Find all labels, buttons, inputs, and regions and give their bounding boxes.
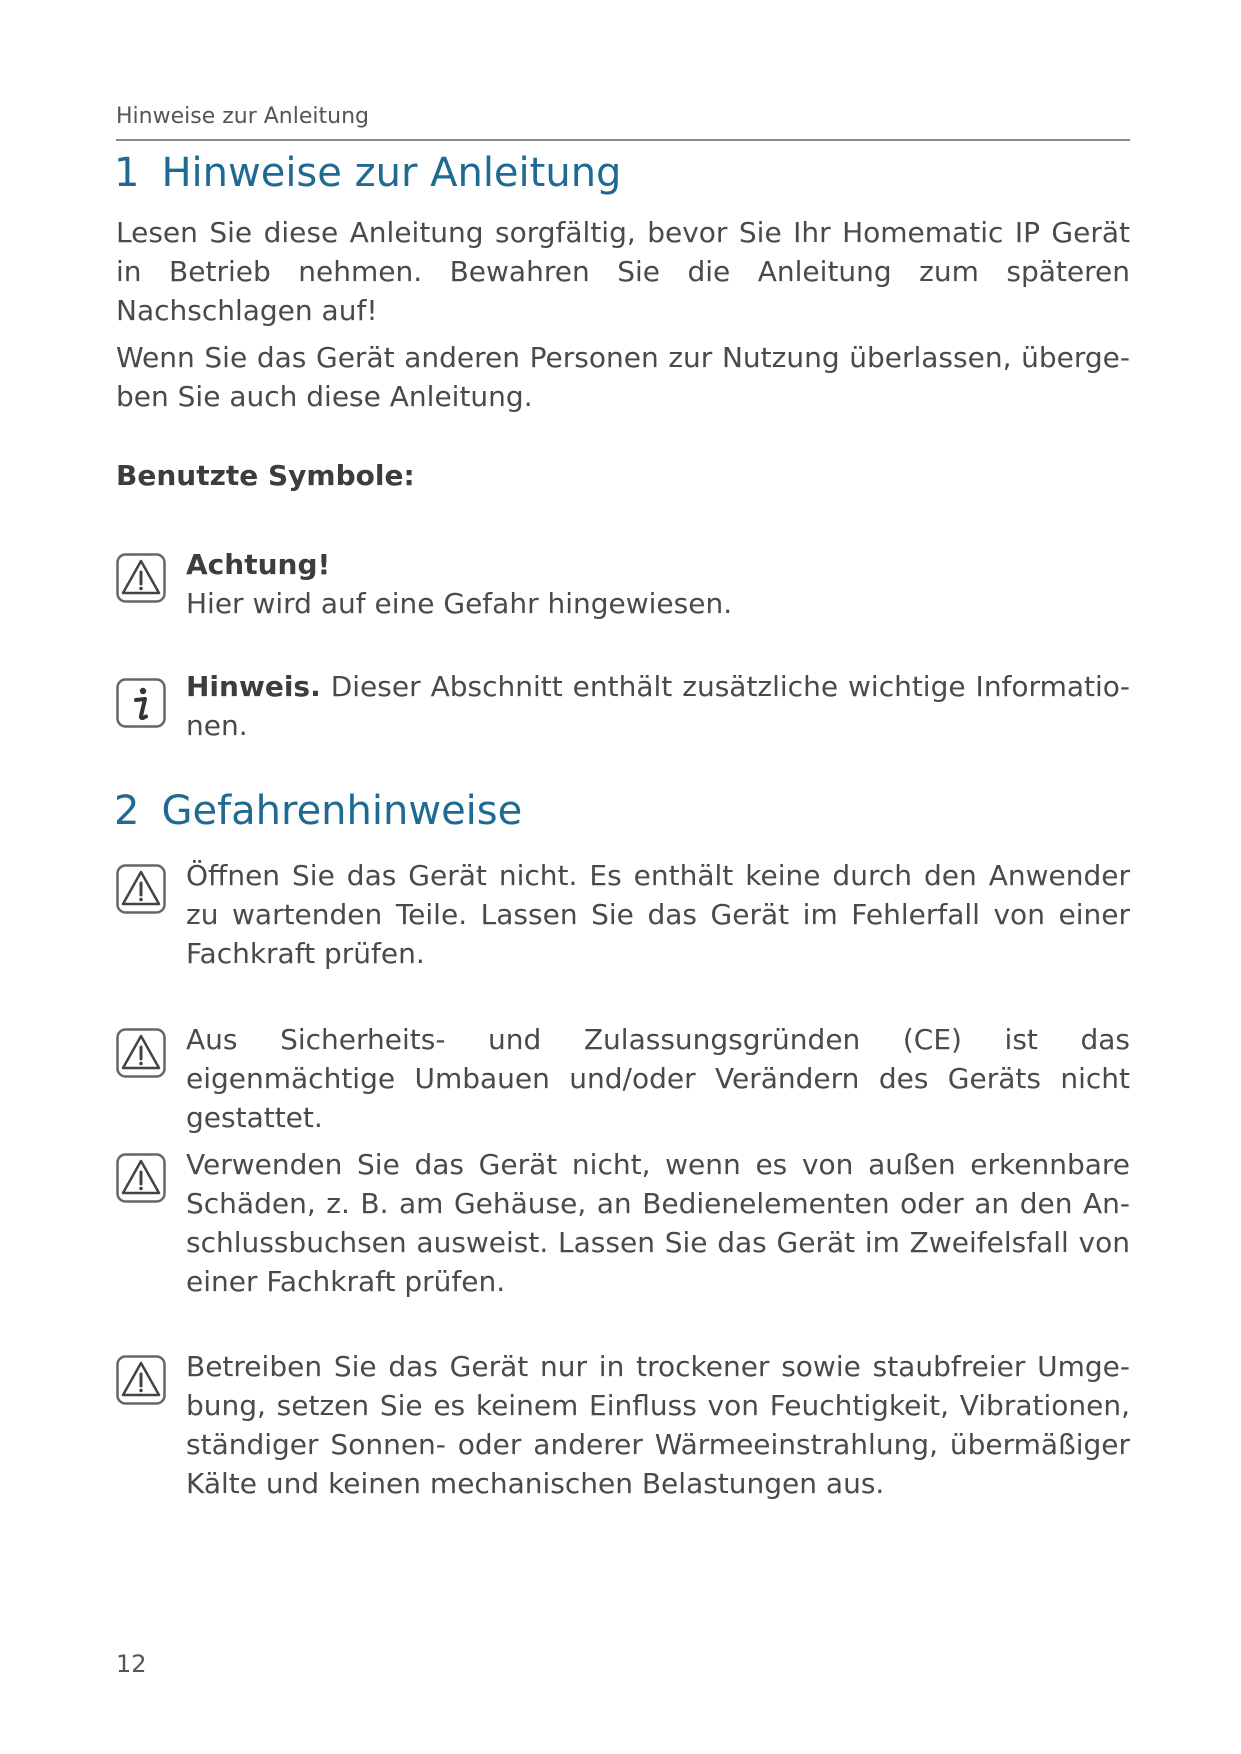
section-1-number: 1 xyxy=(114,150,140,196)
note-description: Dieser Abschnitt enthält zusätzliche wichtige Informationen. xyxy=(186,670,1130,742)
warning-triangle-icon xyxy=(116,1153,166,1203)
hazard-item-1: Öffnen Sie das Gerät nicht. Es enthält keine durch den Anwender zu wartenden Teile. Lassen Sie das Gerät im Fehlerfall von einer Fachkraft prüfen. xyxy=(186,859,1130,970)
section-2-heading xyxy=(114,788,522,834)
warning-triangle-icon xyxy=(116,1028,166,1078)
section-1-paragraph-2: Wenn Sie das Gerät anderen Personen zur Nutzung überlassen, übergeben Sie auch diese Anleitung. xyxy=(116,341,1130,413)
warning-symbol-explanation xyxy=(186,545,1130,623)
symbols-heading: Benutzte Symbole: xyxy=(116,459,415,492)
section-1-title: Hinweise zur Anleitung xyxy=(161,150,622,196)
hazard-item-3: Verwenden Sie das Gerät nicht, wenn es von außen erkennbare Schäden, z. B. am Gehäuse, an Bedienelementen oder an den Anschlussbuchsen ausweist. Lassen Sie das Gerät im Zweifelsfall von einer Fachkraft prüfen. xyxy=(186,1148,1130,1298)
header-rule xyxy=(116,139,1130,141)
info-icon xyxy=(116,678,166,728)
warning-title: Achtung! xyxy=(186,548,331,581)
warning-description: Hier wird auf eine Gefahr hingewiesen. xyxy=(186,587,733,620)
running-header: Hinweise zur Anleitung xyxy=(116,104,369,129)
note-lead: Hinweis. xyxy=(186,670,321,703)
warning-triangle-icon xyxy=(116,1355,166,1405)
info-symbol-explanation xyxy=(186,667,1130,745)
section-1-paragraph-1: Lesen Sie diese Anleitung sorgfältig, bevor Sie Ihr Homematic IP Gerät in Betrieb nehmen. Bewahren Sie die Anleitung zum späteren Nachschlagen auf! xyxy=(116,216,1130,327)
section-2-number: 2 xyxy=(114,788,140,834)
section-2-title: Gefahrenhinweise xyxy=(161,788,523,834)
hazard-item-2: Aus Sicherheits- und Zulassungsgründen (CE) ist das eigenmächtige Umbauen und/oder Verändern des Geräts nicht gestattet. xyxy=(186,1023,1130,1134)
warning-triangle-icon xyxy=(116,553,166,603)
warning-triangle-icon xyxy=(116,864,166,914)
section-1-heading xyxy=(114,150,621,196)
page-number: 12 xyxy=(116,1650,147,1678)
hazard-item-4: Betreiben Sie das Gerät nur in trockener sowie staubfreier Umgebung, setzen Sie es keinem Einfluss von Feuchtigkeit, Vibrationen, ständiger Sonnen- oder anderer Wärmeeinstrahlung, übermäßiger Kälte und keinen mechanischen Belastungen aus. xyxy=(186,1350,1130,1500)
